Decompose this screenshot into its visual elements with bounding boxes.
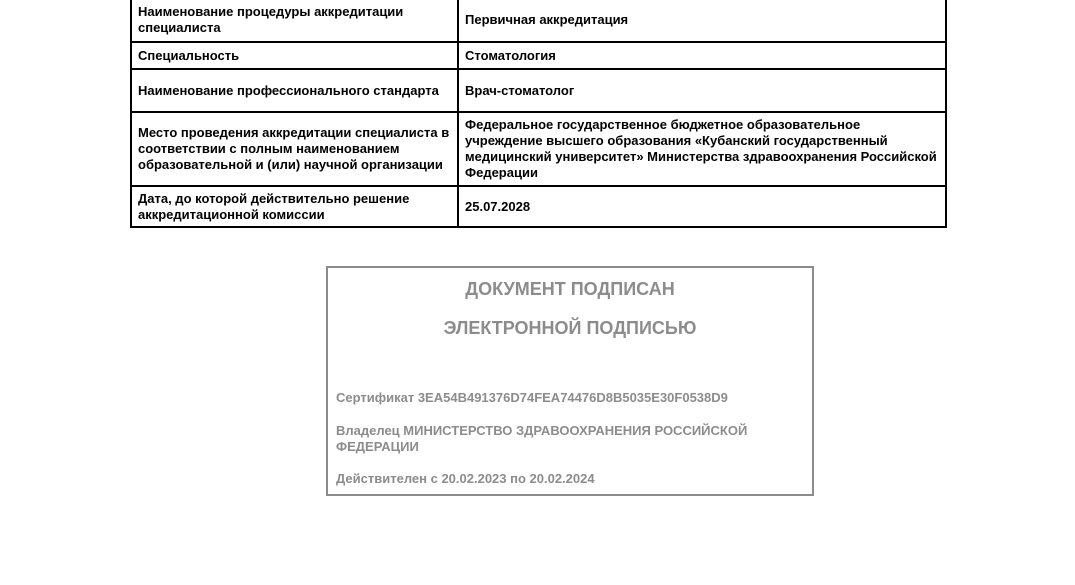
row-value-location: Федеральное государственное бюджетное образовательное учреждение высшего образования «Кубанский государственный медицинский университет» Министерства здравоохранения Российской Федерации	[458, 112, 946, 186]
row-label-procedure: Наименование процедуры аккредитации специалиста	[131, 0, 458, 42]
row-label-specialty: Специальность	[131, 42, 458, 69]
row-value-valid-until: 25.07.2028	[458, 186, 946, 227]
table-row	[131, 112, 946, 186]
stamp-certificate: Сертификат 3EA54B491376D74FEA74476D8B5035E30F0538D9	[336, 390, 728, 405]
row-label-valid-until: Дата, до которой действительно решение аккредитационной комиссии	[131, 186, 458, 227]
row-label-standard: Наименование профессионального стандарта	[131, 69, 458, 112]
accreditation-table	[130, 0, 947, 228]
row-value-standard: Врач-стоматолог	[458, 69, 946, 112]
stamp-heading-line2: ЭЛЕКТРОННОЙ ПОДПИСЬЮ	[443, 318, 697, 338]
row-label-location: Место проведения аккредитации специалиста в соответствии с полным наименованием образовательной и (или) научной организации	[131, 112, 458, 186]
row-value-specialty: Стоматология	[458, 42, 946, 69]
table-row	[131, 186, 946, 227]
table-row	[131, 69, 946, 112]
electronic-signature-stamp	[326, 266, 814, 496]
row-value-procedure: Первичная аккредитация	[458, 0, 946, 42]
stamp-owner: Владелец МИНИСТЕРСТВО ЗДРАВООХРАНЕНИЯ РОССИЙСКОЙ ФЕДЕРАЦИИ	[336, 423, 748, 454]
table-row	[131, 0, 946, 42]
stamp-validity: Действителен с 20.02.2023 по 20.02.2024	[336, 471, 595, 486]
stamp-heading-line1: ДОКУМЕНТ ПОДПИСАН	[465, 279, 675, 299]
table-row	[131, 42, 946, 69]
